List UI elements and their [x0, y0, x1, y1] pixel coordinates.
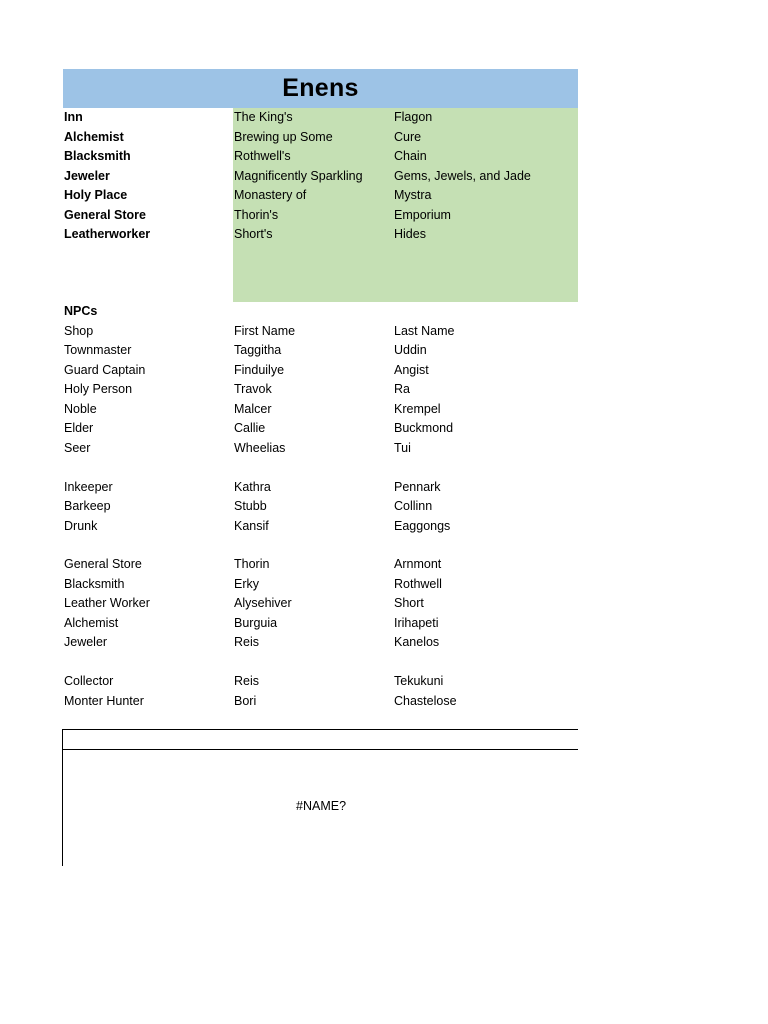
npc-last-name: Pennark [394, 479, 441, 494]
npc-last-name: Angist [394, 362, 429, 377]
column-header-shop: Shop [64, 323, 94, 338]
npc-first-name: Stubb [234, 499, 267, 513]
shop-name-second: Gems, Jewels, and Jade [394, 168, 531, 183]
npc-first-name: Thorin [234, 557, 270, 571]
shop-type: Inn [64, 110, 83, 124]
shop-type: Leatherworker [64, 227, 151, 241]
npc-first-name: Taggitha [234, 343, 282, 357]
npc-role: Drunk [64, 518, 98, 533]
npc-last-name: Ra [394, 382, 410, 396]
npc-row [0, 439, 768, 458]
sheet-title: Enens [282, 74, 359, 102]
npc-row [0, 555, 768, 574]
npc-row [0, 400, 768, 419]
npc-first-name: Kathra [234, 479, 271, 494]
npc-first-name: Callie [234, 421, 266, 435]
npc-role: Noble [64, 401, 97, 416]
shop-name-first: Monastery of [234, 188, 307, 202]
npc-role: Jeweler [64, 635, 108, 649]
shop-name-first: Rothwell's [234, 149, 291, 163]
npc-first-name: Reis [234, 674, 260, 688]
npc-last-name: Uddin [394, 343, 427, 357]
npc-row [0, 419, 768, 438]
npc-row [0, 614, 768, 633]
shop-name-first: Short's [234, 227, 273, 241]
shop-name-first: Magnificently Sparkling [234, 168, 363, 183]
shop-row [0, 225, 768, 244]
npc-row [0, 672, 768, 691]
npc-row [0, 497, 768, 516]
npc-role: General Store [64, 557, 142, 571]
npc-first-name: Kansif [234, 518, 269, 533]
shop-type: Holy Place [64, 188, 128, 202]
npc-row [0, 380, 768, 399]
shop-name-second: Chain [394, 149, 427, 163]
npc-last-name: Kanelos [394, 635, 440, 649]
shop-name-second: Hides [394, 227, 426, 241]
shop-row [0, 128, 768, 147]
npc-row [0, 341, 768, 360]
npc-role: Inkeeper [64, 479, 113, 494]
npc-last-name: Arnmont [394, 557, 442, 571]
npc-first-name: Travok [234, 382, 272, 396]
npc-role: Collector [64, 674, 114, 688]
npc-last-name: Rothwell [394, 576, 442, 591]
npc-last-name: Krempel [394, 401, 441, 416]
shop-name-first: The King's [234, 110, 293, 124]
npc-role: Alchemist [64, 615, 119, 630]
npc-role: Seer [64, 440, 91, 455]
shop-row [0, 206, 768, 225]
shop-type: Blacksmith [64, 149, 131, 163]
shop-name-second: Flagon [394, 110, 433, 124]
npc-role: Monter Hunter [64, 693, 144, 708]
npc-role: Leather Worker [64, 596, 150, 610]
npc-first-name: Reis [234, 635, 260, 649]
npc-row [0, 478, 768, 497]
npc-last-name: Irihapeti [394, 615, 439, 630]
shop-row [0, 147, 768, 166]
npc-first-name: Malcer [234, 401, 272, 416]
npc-last-name: Tekukuni [394, 674, 444, 688]
npc-first-name: Finduilye [234, 362, 285, 377]
npc-role: Guard Captain [64, 362, 146, 377]
shop-name-first: Brewing up Some [234, 129, 333, 144]
npc-last-name: Tui [394, 440, 411, 455]
shop-name-second: Cure [394, 129, 422, 144]
npc-role: Elder [64, 421, 94, 435]
table-border-left [62, 729, 63, 866]
formula-error-cell: #NAME? [296, 799, 347, 813]
npc-row [0, 692, 768, 711]
npc-last-name: Chastelose [394, 693, 457, 708]
npc-first-name: Wheelias [234, 440, 286, 455]
npc-role: Holy Person [64, 382, 133, 396]
npc-row [0, 633, 768, 652]
npc-role: Blacksmith [64, 576, 125, 591]
shop-type: Jeweler [64, 168, 110, 183]
table-border-top [63, 729, 578, 730]
npc-last-name: Collinn [394, 499, 433, 513]
title-band [63, 69, 578, 108]
npc-row [0, 361, 768, 380]
table-border-middle [63, 749, 578, 750]
npc-section-heading-row [0, 302, 768, 321]
npc-header-row [0, 322, 768, 341]
shop-name-second: Mystra [394, 188, 432, 202]
npc-first-name: Bori [234, 693, 257, 708]
npc-first-name: Burguia [234, 615, 278, 630]
npc-row [0, 575, 768, 594]
npc-first-name: Erky [234, 576, 259, 591]
shop-row [0, 186, 768, 205]
shop-type: Alchemist [64, 129, 124, 144]
column-header-last-name: Last Name [394, 323, 455, 338]
npc-row [0, 517, 768, 536]
npc-last-name: Short [394, 596, 424, 610]
npc-last-name: Eaggongs [394, 518, 451, 533]
npc-role: Barkeep [64, 499, 111, 513]
shop-name-second: Emporium [394, 207, 451, 222]
npc-row [0, 594, 768, 613]
shop-row [0, 108, 768, 127]
column-header-first-name: First Name [234, 323, 296, 338]
shop-name-first: Thorin's [234, 207, 279, 222]
npc-section-heading: NPCs [64, 304, 98, 318]
npc-role: Townmaster [64, 343, 132, 357]
npc-last-name: Buckmond [394, 421, 454, 435]
npc-first-name: Alysehiver [234, 596, 292, 610]
shop-type: General Store [64, 207, 146, 222]
shop-row [0, 167, 768, 186]
